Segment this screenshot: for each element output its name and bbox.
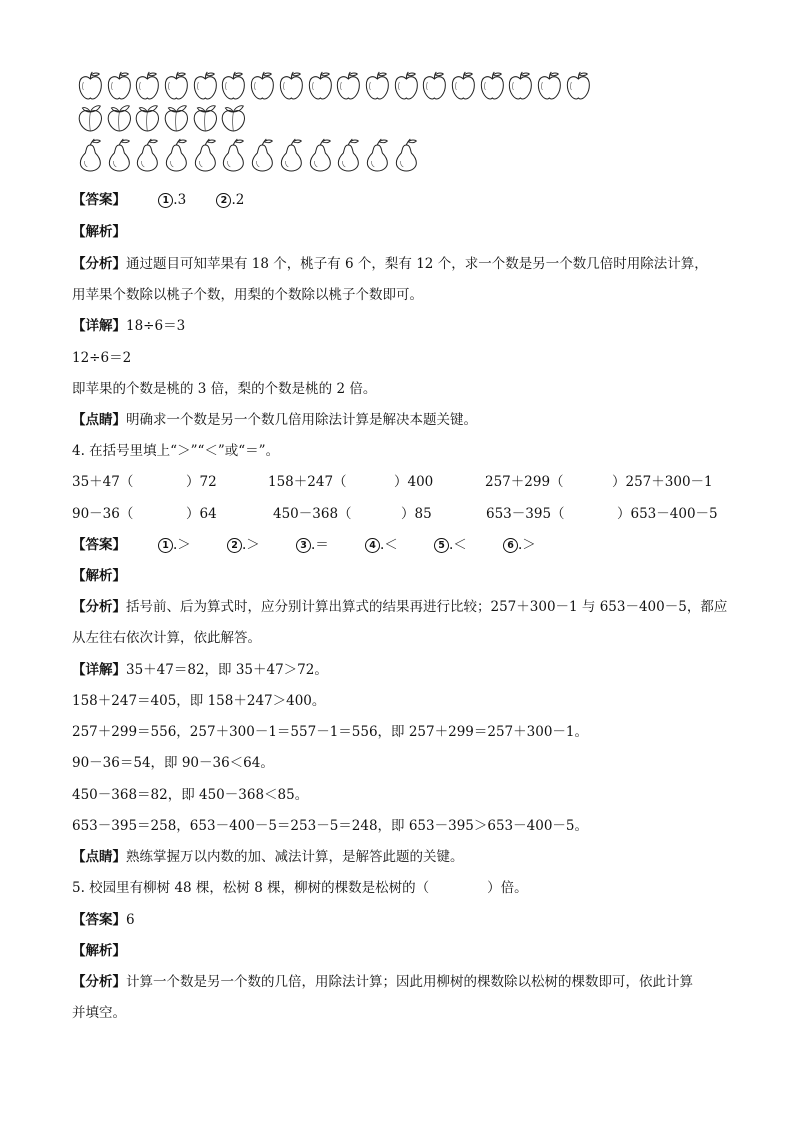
answer-label: 【答案】 <box>72 912 126 928</box>
apple-row <box>76 70 592 104</box>
answer-item: 4 .＜ <box>365 535 398 555</box>
comparison-left: 450－368（ <box>273 506 352 522</box>
q5-title: 5. 校园里有柳树 48 棵，松树 8 棵，柳树的棵数是松树的（ ）倍。 <box>72 880 528 896</box>
answer-value: 6 <box>126 912 135 928</box>
q3-fenxi-line2: 用苹果个数除以桃子个数，用梨的个数除以桃子个数即可。 <box>72 287 423 303</box>
apple-icon <box>133 70 162 104</box>
peach-icon <box>133 102 162 136</box>
q4-xiangjie-line6: 653－395＝258，653－400－5＝253－5＝248，即 653－395＞653－400－5。 <box>72 818 588 834</box>
peach-icon <box>191 102 220 136</box>
comparison-left: 653－395（ <box>486 506 565 522</box>
q4-xiangjie-line4: 90－36＝54，即 90－36＜64。 <box>72 755 274 771</box>
peach-row <box>76 102 248 136</box>
pear-icon <box>306 138 335 172</box>
apple-icon <box>363 70 392 104</box>
q4-fenxi-line1: 【分析】括号前、后为算式时，应分别计算出算式的结果再进行比较；257＋300－1 与 653－400－5，都应 <box>72 599 728 615</box>
answer-item: 5 .＜ <box>434 535 467 555</box>
q4-xiangjie-line3: 257＋299＝556，257＋300－1＝557－1＝556，即 257＋299＝257＋300－1。 <box>72 724 588 740</box>
xiangjie-label: 【详解】 <box>72 662 126 678</box>
pear-icon <box>277 138 306 172</box>
peach-icon <box>76 102 105 136</box>
q5-fenxi-line1: 【分析】计算一个数是另一个数的几倍，用除法计算；因此用柳树的棵数除以松树的棵数即可，依此计算 <box>72 974 693 990</box>
q4-title: 4. 在括号里填上“＞”“＜”或“＝”。 <box>72 443 280 459</box>
apple-icon <box>334 70 363 104</box>
q3-xiangjie-line1: 【详解】18÷6＝3 <box>72 318 186 334</box>
peach-icon <box>162 102 191 136</box>
pear-icon <box>133 138 162 172</box>
q3-dianjing-line: 【点睛】明确求一个数是另一个数几倍用除法计算是解决本题关键。 <box>72 412 477 428</box>
comparison-right: ）653－400－5 <box>617 506 718 522</box>
q4-answer-line <box>72 535 732 555</box>
pear-icon <box>334 138 363 172</box>
pear-icon <box>191 138 220 172</box>
pear-icon <box>392 138 421 172</box>
answer-item: 3 .＝ <box>296 535 329 555</box>
fenxi-label: 【分析】 <box>72 256 126 272</box>
q4-xiangjie-line1: 【详解】35＋47＝82，即 35＋47＞72。 <box>72 662 328 678</box>
dianjing-label: 【点睛】 <box>72 849 126 865</box>
apple-icon <box>506 70 535 104</box>
q5-answer-line <box>72 910 135 930</box>
analysis-label: 【解析】 <box>72 568 126 584</box>
apple-icon <box>420 70 449 104</box>
comparison-left: 90－36（ <box>72 506 134 522</box>
comparison-right: ）257＋300－1 <box>612 474 713 490</box>
q3-fenxi-line1: 【分析】通过题目可知苹果有 18 个，桃子有 6 个，梨有 12 个，求一个数是另一个数几倍时用除法计算， <box>72 256 708 272</box>
fenxi-label: 【分析】 <box>72 599 126 615</box>
apple-icon <box>392 70 421 104</box>
q3-answer-line <box>72 190 244 210</box>
answer-item: 2 .＞ <box>227 535 260 555</box>
peach-icon <box>219 102 248 136</box>
circled-number: 2 <box>216 193 231 208</box>
peach-icon <box>105 102 134 136</box>
q4-xiangjie-line2: 158＋247＝405，即 158＋247＞400。 <box>72 693 326 709</box>
apple-icon <box>76 70 105 104</box>
q4-xiangjie-line5: 450－368＝82，即 450－368＜85。 <box>72 787 309 803</box>
q4-row1 <box>72 472 732 492</box>
comparison-left: 257＋299（ <box>485 474 564 490</box>
analysis-label: 【解析】 <box>72 224 126 240</box>
comparison-right: ）72 <box>186 474 217 490</box>
comparison-right: ）64 <box>186 506 217 522</box>
apple-icon <box>306 70 335 104</box>
answer-item: 6 .＞ <box>503 535 536 555</box>
circled-number: 2 <box>227 538 242 553</box>
pear-icon <box>76 138 105 172</box>
circled-number: 5 <box>434 538 449 553</box>
circled-number: 6 <box>503 538 518 553</box>
answer-label: 【答案】 <box>72 537 126 553</box>
comparison-right: ）400 <box>394 474 434 490</box>
q4-fenxi-line2: 从左往右依次计算，依此解答。 <box>72 630 261 646</box>
analysis-label: 【解析】 <box>72 943 126 959</box>
pear-icon <box>248 138 277 172</box>
apple-icon <box>219 70 248 104</box>
fenxi-label: 【分析】 <box>72 974 126 990</box>
apple-icon <box>191 70 220 104</box>
pear-icon <box>219 138 248 172</box>
dianjing-label: 【点睛】 <box>72 412 126 428</box>
q4-dianjing-line: 【点睛】熟练掌握万以内数的加、减法计算，是解答此题的关键。 <box>72 849 464 865</box>
q5-fenxi-line2: 并填空。 <box>72 1005 126 1021</box>
circled-number: 4 <box>365 538 380 553</box>
circled-number: 1 <box>158 193 173 208</box>
circled-number: 3 <box>296 538 311 553</box>
pear-icon <box>162 138 191 172</box>
q3-xiangjie-line2: 12÷6＝2 <box>72 350 132 366</box>
circled-number: 1 <box>158 538 173 553</box>
answer-item: 1 .＞ <box>158 535 191 555</box>
apple-icon <box>105 70 134 104</box>
pear-row <box>76 138 420 172</box>
answer-item: 2 .2 <box>216 192 244 208</box>
q3-xiangjie-line3: 即苹果的个数是桃的 3 倍，梨的个数是桃的 2 倍。 <box>72 381 377 397</box>
apple-icon <box>449 70 478 104</box>
answer-label: 【答案】 <box>72 192 126 208</box>
answer-item: 1 .3 <box>158 192 186 208</box>
apple-icon <box>277 70 306 104</box>
comparison-left: 158＋247（ <box>268 474 347 490</box>
comparison-left: 35＋47（ <box>72 474 134 490</box>
comparison-right: ）85 <box>401 506 432 522</box>
apple-icon <box>564 70 593 104</box>
pear-icon <box>105 138 134 172</box>
xiangjie-label: 【详解】 <box>72 318 126 334</box>
pear-icon <box>363 138 392 172</box>
apple-icon <box>535 70 564 104</box>
apple-icon <box>248 70 277 104</box>
apple-icon <box>162 70 191 104</box>
apple-icon <box>478 70 507 104</box>
q4-row2 <box>72 504 732 524</box>
